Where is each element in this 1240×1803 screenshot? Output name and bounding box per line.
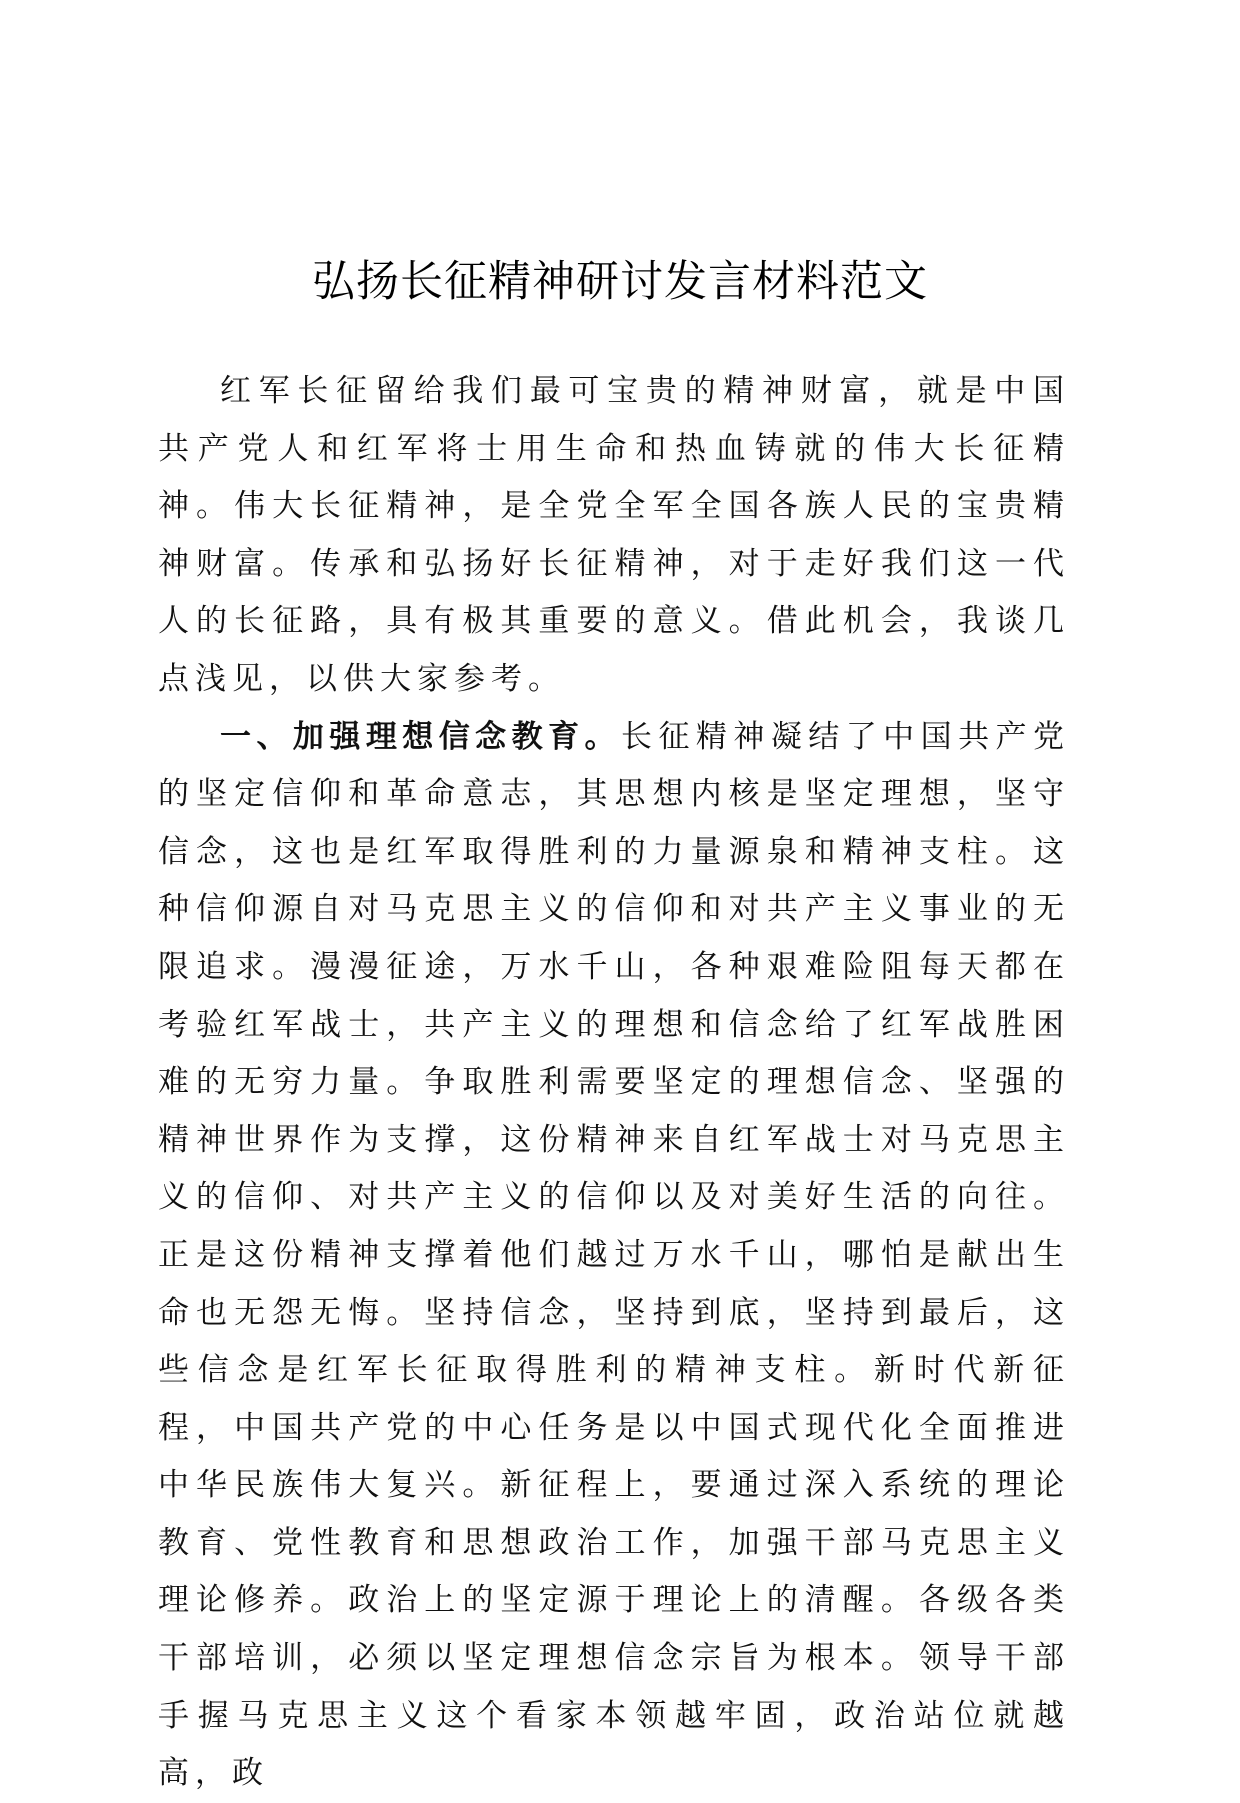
section-1-text: 长征精神凝结了中国共产党的坚定信仰和革命意志，其思想内核是坚定理想，坚守信念，这也是红军取得胜利的力量源泉和精神支柱。这种信仰源自对马克思主义的信仰和对共产主义事业的无限追求。漫漫征途，万水千山，各种艰难险阻每天都在考验红军战士，共产主义的理想和信念给了红军战胜困难的无穷力量。争取胜利需要坚定的理想信念、坚强的精神世界作为支撑，这份精神来自红军战士对马克思主义的信仰、对共产主义的信仰以及对美好生活的向往。正是这份精神支撑着他们越过万水千山，哪怕是献出生命也无怨无悔。坚持信念，坚持到底，坚持到最后，这些信念是红军长征取得胜利的精神支柱。新时代新征程，中国共产党的中心任务是以中国式现代化全面推进中华民族伟大复兴。新征程上，要通过深入系统的理论教育、党性教育和思想政治工作，加强干部马克思主义理论修养。政治上的坚定源于理论上的清醒。各级各类干部培训，必须以坚定理想信念宗旨为根本。领导干部手握马克思主义这个看家本领越牢固，政治站位就越高，政 (158, 718, 1070, 1792)
document-title: 弘扬长征精神研讨发言材料范文 (312, 257, 928, 307)
section-1-heading: 一、加强理想信念教育。 (220, 718, 621, 755)
intro-paragraph: 红军长征留给我们最可宝贵的精神财富，就是中国共产党人和红军将士用生命和热血铸就的伟大长征精神。伟大长征精神，是全党全军全国各族人民的宝贵精神财富。传承和弘扬好长征精神，对于走好我们这一代人的长征路，具有极其重要的意义。借此机会，我谈几点浅见，以供大家参考。 (158, 373, 1070, 697)
section-1-paragraph (158, 709, 1070, 1803)
document-body (158, 363, 1070, 1803)
